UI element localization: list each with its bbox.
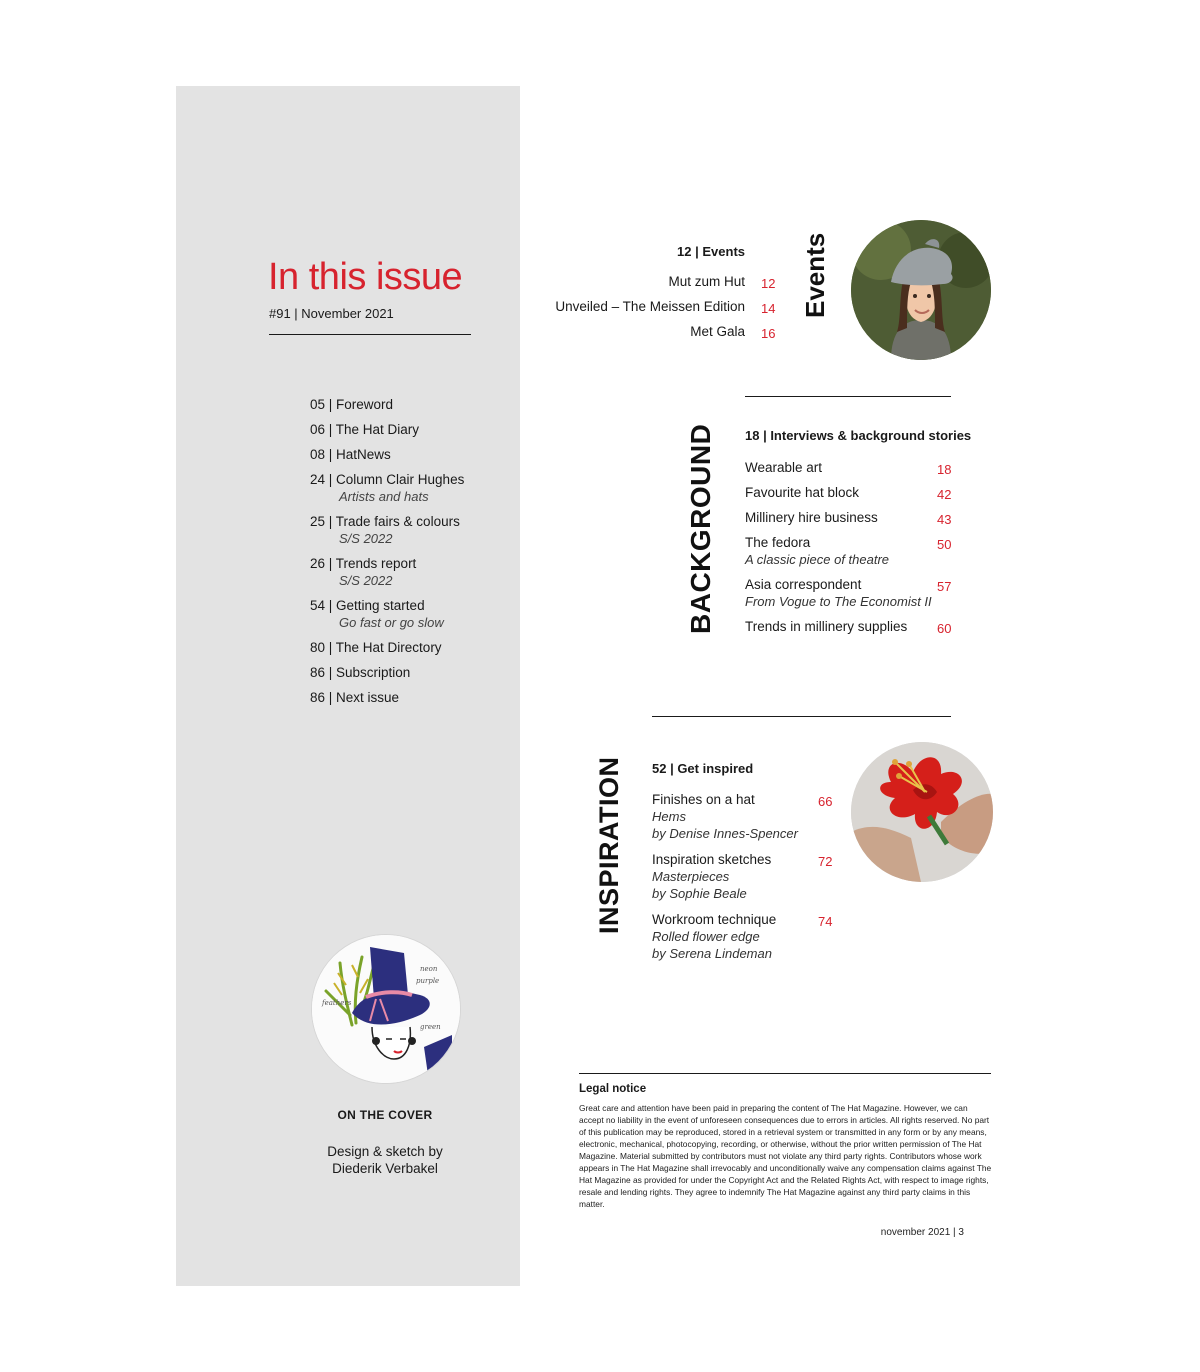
toc-subtitle: S/S 2022 [339,531,393,546]
red-flower-hands-photo [851,742,993,882]
events-photo [851,220,991,360]
inspiration-photo [851,742,993,882]
toc-item[interactable]: 80 | The Hat Directory [310,640,442,655]
page-number: 74 [818,914,833,929]
credit-name: Diederik Verbakel [332,1161,438,1176]
item-subtitle: A classic piece of theatre [745,552,890,567]
cover-credit [276,1143,494,1177]
hat-sketch-illustration [312,935,461,1084]
toc-item[interactable]: 86 | Subscription [310,665,411,680]
background-section-label: BACKGROUND [685,423,716,634]
page-folio: november 2021 | 3 [880,1227,964,1238]
list-item[interactable]: Wearable art 18 [745,460,952,477]
page-number: 43 [937,512,952,527]
toc-item[interactable]: 08 | HatNews [310,447,391,462]
item-author: by Sophie Beale [652,886,747,901]
item-author: by Denise Innes-Spencer [652,826,798,841]
toc-subtitle: Go fast or go slow [339,615,444,630]
page-number: 66 [818,794,833,809]
list-item[interactable]: Finishes on a hat Hems by Denise Innes-Spencer 66 [652,791,842,842]
page-number: 16 [761,326,776,341]
list-item[interactable]: Workroom technique Rolled flower edge by Serena Lindeman 74 [652,911,842,962]
issue-number: #91 | November 2021 [269,306,394,321]
inspiration-section-label: INSPIRATION [594,756,624,934]
item-subtitle: Rolled flower edge [652,929,760,944]
item-subtitle: From Vogue to The Economist II [745,594,932,609]
toc-item[interactable]: 26 | Trends report S/S 2022 [310,555,510,589]
section-divider [652,716,951,717]
list-item[interactable]: Millinery hire business 43 [745,510,952,527]
legal-divider [579,1073,991,1074]
toc-item[interactable]: 25 | Trade fairs & colours S/S 2022 [310,513,510,547]
page-number: 72 [818,854,833,869]
legal-heading: Legal notice [579,1083,647,1095]
page-number: 60 [937,621,952,636]
item-subtitle: Hems [652,809,686,824]
title-divider [269,334,471,335]
page-number: 50 [937,537,952,552]
toc-item[interactable]: 54 | Getting started Go fast or go slow [310,597,510,631]
list-item[interactable]: Asia correspondent From Vogue to The Economist II 57 [745,576,955,610]
list-item[interactable]: Trends in millinery supplies 60 [745,619,952,636]
item-subtitle: Masterpieces [652,869,730,884]
list-item[interactable]: Mut zum Hut 12 [668,274,776,291]
cover-heading: ON THE COVER [337,1108,433,1122]
page-number: 57 [937,579,952,594]
toc-item[interactable]: 06 | The Hat Diary [310,422,420,437]
section-divider [745,396,951,397]
toc-item[interactable]: 86 | Next issue [310,690,400,705]
sketch-note: green [420,1023,441,1031]
events-list [540,274,780,349]
background-list [745,459,955,643]
list-item[interactable]: Inspiration sketches Masterpieces by Sophie Beale 72 [652,851,842,902]
page-number: 14 [761,301,776,316]
page-number: 42 [937,487,952,502]
woman-in-hat-photo [851,220,991,360]
inspiration-heading: 52 | Get inspired [652,761,754,776]
list-item[interactable]: Favourite hat block 42 [745,485,952,502]
sketch-note: feathers [322,999,352,1007]
list-item[interactable]: Met Gala 16 [690,324,776,341]
item-author: by Serena Lindeman [652,946,772,961]
page-number: 18 [937,462,952,477]
toc-item[interactable]: 24 | Column Clair Hughes Artists and hats [310,471,510,505]
events-heading: 12 | Events [677,244,745,259]
page-number: 12 [761,276,776,291]
background-heading: 18 | Interviews & background stories [745,428,972,443]
page-title: In this issue [268,256,463,298]
toc-item[interactable]: 05 | Foreword [310,397,394,412]
events-section-label: Events [800,232,830,318]
list-item[interactable]: The fedora A classic piece of theatre 50 [745,534,955,568]
credit-line: Design & sketch by [327,1144,443,1159]
inspiration-list [652,791,842,971]
sketch-note: neon [420,965,438,973]
list-item[interactable]: Unveiled – The Meissen Edition 14 [555,299,776,316]
table-of-contents [310,396,510,714]
toc-subtitle: S/S 2022 [339,573,393,588]
legal-notice-text: Great care and attention have been paid in preparing the content of The Hat Magazine. However, we can accept no liability in the event of unforeseen consequences due to errors in articles. All rights reserved. No part of this publication may be reproduced, stored in a retrieval system or transmitted in any form or by any means, electronic, mechanical, photocopying, recording, or otherwise, without the prior written permission of The Hat Magazine. Material submitted by contributors must not violate any third party rights. Contributors whose work appears in The Hat Magazine shall irrevocably and unconditionally waive any compensation claims against The Hat Magazine as provided for under the Copyright Act and the Related Rights Act, with respect to image rights, resale and lending rights. They agree to indemnify The Hat Magazine against any third party claims in this matter. [579,1103,992,1209]
cover-sketch-image [311,934,461,1084]
toc-subtitle: Artists and hats [339,489,429,504]
sketch-note: purple [416,977,440,985]
